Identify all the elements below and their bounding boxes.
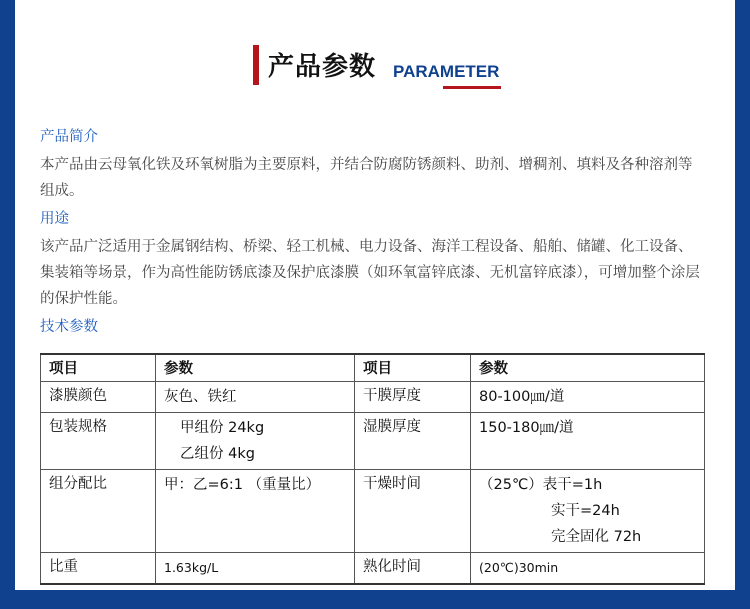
spec-value <box>471 470 705 553</box>
spec-value <box>471 553 705 585</box>
spec-key: 熟化时间 <box>355 553 471 585</box>
usage-title: 用途 <box>40 211 69 227</box>
spec-value <box>156 382 355 413</box>
spec-value <box>156 413 355 470</box>
spec-key: 比重 <box>41 553 156 585</box>
spec-value-line: 实干=24h <box>551 503 620 519</box>
spec-value-line: (20℃)30min <box>479 560 559 575</box>
table-row <box>41 413 705 470</box>
table-row <box>41 553 705 585</box>
spec-value-line: 150-180㎛/道 <box>479 420 574 436</box>
spec-key: 包装规格 <box>41 413 156 470</box>
spec-key: 湿膜厚度 <box>355 413 471 470</box>
spec-key: 干燥时间 <box>355 470 471 553</box>
spec-table <box>40 353 705 585</box>
page-title-english: PARAMETER <box>393 62 500 81</box>
spec-value-line: 甲：乙=6:1 （重量比） <box>164 477 321 493</box>
spec-value <box>471 382 705 413</box>
heading-underline <box>443 86 501 89</box>
spec-value <box>156 470 355 553</box>
table-row <box>41 382 705 413</box>
spec-value-line: 灰色、铁红 <box>164 389 237 405</box>
spec-key: 漆膜颜色 <box>41 382 156 413</box>
table-row <box>41 470 705 553</box>
spec-value-line: （25℃）表干=1h <box>479 477 603 493</box>
column-header: 参数 <box>156 354 355 382</box>
spec-value <box>471 413 705 470</box>
heading-accent-bar <box>253 45 259 85</box>
intro-title: 产品简介 <box>40 129 98 145</box>
table-header-row <box>41 354 705 382</box>
usage-text: 该产品广泛适用于金属钢结构、桥梁、轻工机械、电力设备、海洋工程设备、船舶、储罐、化工设备、集装箱等场景，作为高性能防锈底漆及保护底漆膜（如环氧富锌底漆、无机富锌底漆），可增加整个涂层的保护性能。 <box>40 239 700 307</box>
spec-key: 干膜厚度 <box>355 382 471 413</box>
intro-text: 本产品由云母氧化铁及环氧树脂为主要原料，并结合防腐防锈颜料、助剂、增稠剂、填料及各种溶剂等组成。 <box>40 157 693 199</box>
spec-title: 技术参数 <box>40 319 98 335</box>
spec-value-line: 1.63kg/L <box>164 560 219 575</box>
column-header: 项目 <box>355 354 471 382</box>
page-title: 产品参数 <box>268 52 377 82</box>
column-header: 参数 <box>471 354 705 382</box>
spec-value-line: 乙组份 4kg <box>180 446 255 462</box>
spec-value-line: 完全固化 72h <box>551 529 642 545</box>
spec-value <box>156 553 355 585</box>
spec-value-line: 甲组份 24kg <box>180 420 265 436</box>
spec-key: 组分配比 <box>41 470 156 553</box>
column-header: 项目 <box>41 354 156 382</box>
spec-value-line: 80-100㎛/道 <box>479 389 565 405</box>
